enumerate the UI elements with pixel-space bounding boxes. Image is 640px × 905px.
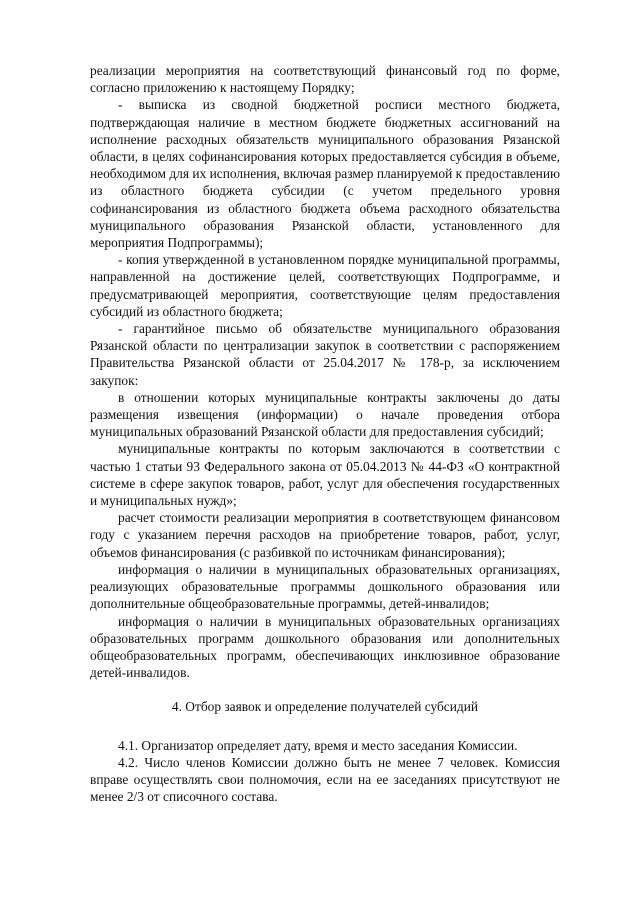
paragraph-4-2: 4.2. Число членов Комиссии должно быть не менее 7 человек. Комиссия вправе осуществлять свои полномочия, если на ее заседаниях присутствуют не менее 2/3 от списочного состава.	[90, 754, 560, 805]
paragraph-budget-extract: - выписка из сводной бюджетной росписи местного бюджета, подтверждающая наличие в местном бюджете бюджетных ассигнований на исполнение расходных обязательств муниципального образования Рязанской области, в целях софинансирования которых предоставляется субсидия в объеме, необходимом для их исполнения, включая размер планируемой к предоставлению из областного бюджета субсидии (с учетом предельного уровня софинансирования из областного бюджета объема расходного обязательства муниципального образования Рязанской области, установленного для мероприятия Подпрограммы);	[90, 97, 560, 251]
section-heading: 4. Отбор заявок и определение получателей субсидий	[171, 699, 479, 715]
paragraph-contracts-part1: муниципальные контракты по которым заключаются в соответствии с частью 1 статьи 93 Федерального закона от 05.04.2013 № 44-ФЗ «О контрактной системе в сфере закупок товаров, работ, услуг для обеспечения государственных и муниципальных нужд»;	[90, 441, 560, 509]
paragraph-info-inclusive-programs: информация о наличии в муниципальных образовательных организациях образовательных программ дошкольного образования или дополнительных общеобразовательных программ, обеспечивающих инклюзивное образование детей-инвалидов.	[90, 613, 560, 681]
paragraph-cost-calculation: расчет стоимости реализации мероприятия в соответствующем финансовом году с указанием перечня расходов на приобретение товаров, работ, услуг, объемов финансирования (с разбивкой по источникам финансирования);	[90, 510, 560, 560]
document-page	[90, 62, 560, 805]
paragraph-program-copy: - копия утвержденной в установленном порядке муниципальной программы, направленной на достижение целей, соответствующих Подпрограмме, и предусматривающей мероприятия, соответствующие целям предоставления субсидий из областного бюджета;	[90, 252, 560, 319]
paragraph-4-1: 4.1. Организатор определяет дату, время и место заседания Комиссии.	[118, 737, 518, 753]
paragraph-contracts-before-notice: в отношении которых муниципальные контракты заключены до даты размещения извещения (информации) о начале проведения отбора муниципальных образований Рязанской области для предоставления субсидий;	[90, 389, 560, 440]
paragraph-continuation: реализации мероприятия на соответствующий финансовый год по форме, согласно приложению к настоящему Порядку;	[90, 63, 560, 96]
paragraph-info-disabled-children: информация о наличии в муниципальных образовательных организациях, реализующих образовательные программы дошкольного образования или дополнительные общеобразовательные программы, детей-инвалидов;	[90, 561, 560, 612]
paragraph-guarantee-letter: - гарантийное письмо об обязательстве муниципального образования Рязанской области по централизации закупок в соответствии с распоряжением Правительства Рязанской области от 25.04.2017 № 178-р, за исключением закупок:	[90, 321, 560, 388]
